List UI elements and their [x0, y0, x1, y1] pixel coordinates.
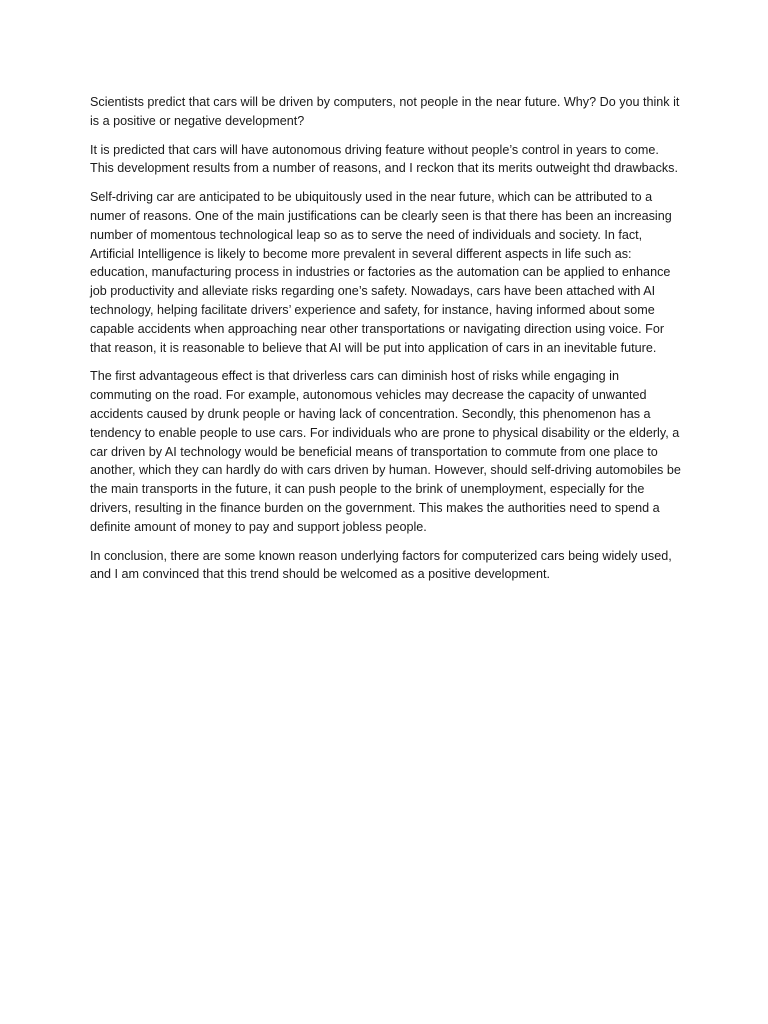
essay-question: Scientists predict that cars will be driven by computers, not people in the near future. Why? Do you think it is a positive or negative development?: [90, 95, 680, 128]
conclusion-paragraph: In conclusion, there are some known reason underlying factors for computerized cars being widely used, and I am convinced that this trend should be welcomed as a positive development.: [90, 548, 672, 582]
document-page: [90, 93, 682, 594]
body-paragraph-reasons: Self-driving car are anticipated to be ubiquitously used in the near future, which can be attributed to a numer of reasons. One of the main justifications can be clearly seen is that there has been an increasing number of momentous technological leap so as to serve the need of individuals and society. In fact, Artificial Intelligence is likely to become more prevalent in several different aspects in life such as: education, manufacturing process in industries or factories as the automation can be applied to enhance job productivity and alleviate risks regarding one’s safety. Nowadays, cars have been attached with AI technology, helping facilitate drivers’ experience and safety, for instance, having informed about some capable accidents when approaching near other transportations or navigating direction using voice. For that reason, it is reasonable to believe that AI will be put into application of cars in an inevitable future.: [90, 190, 672, 355]
body-paragraph-effects: The first advantageous effect is that driverless cars can diminish host of risks while engaging in commuting on the road. For example, autonomous vehicles may decrease the capacity of unwanted accidents caused by drunk people or having lack of concentration. Secondly, this phenomenon has a tendency to enable people to use cars. For individuals who are prone to physical disability or the elderly, a car driven by AI technology would be beneficial means of transportation to commute from one place to another, which they can hardly do with cars driven by human. However, should self-driving automobiles be the main transports in the future, it can push people to the brink of unemployment, especially for the drivers, resulting in the finance burden on the government. This makes the authorities need to spend a definite amount of money to pay and support jobless people.: [90, 369, 681, 534]
introduction-paragraph: It is predicted that cars will have autonomous driving feature without people’s control in years to come. This development results from a number of reasons, and I reckon that its merits outweight thd drawbacks.: [90, 142, 678, 176]
